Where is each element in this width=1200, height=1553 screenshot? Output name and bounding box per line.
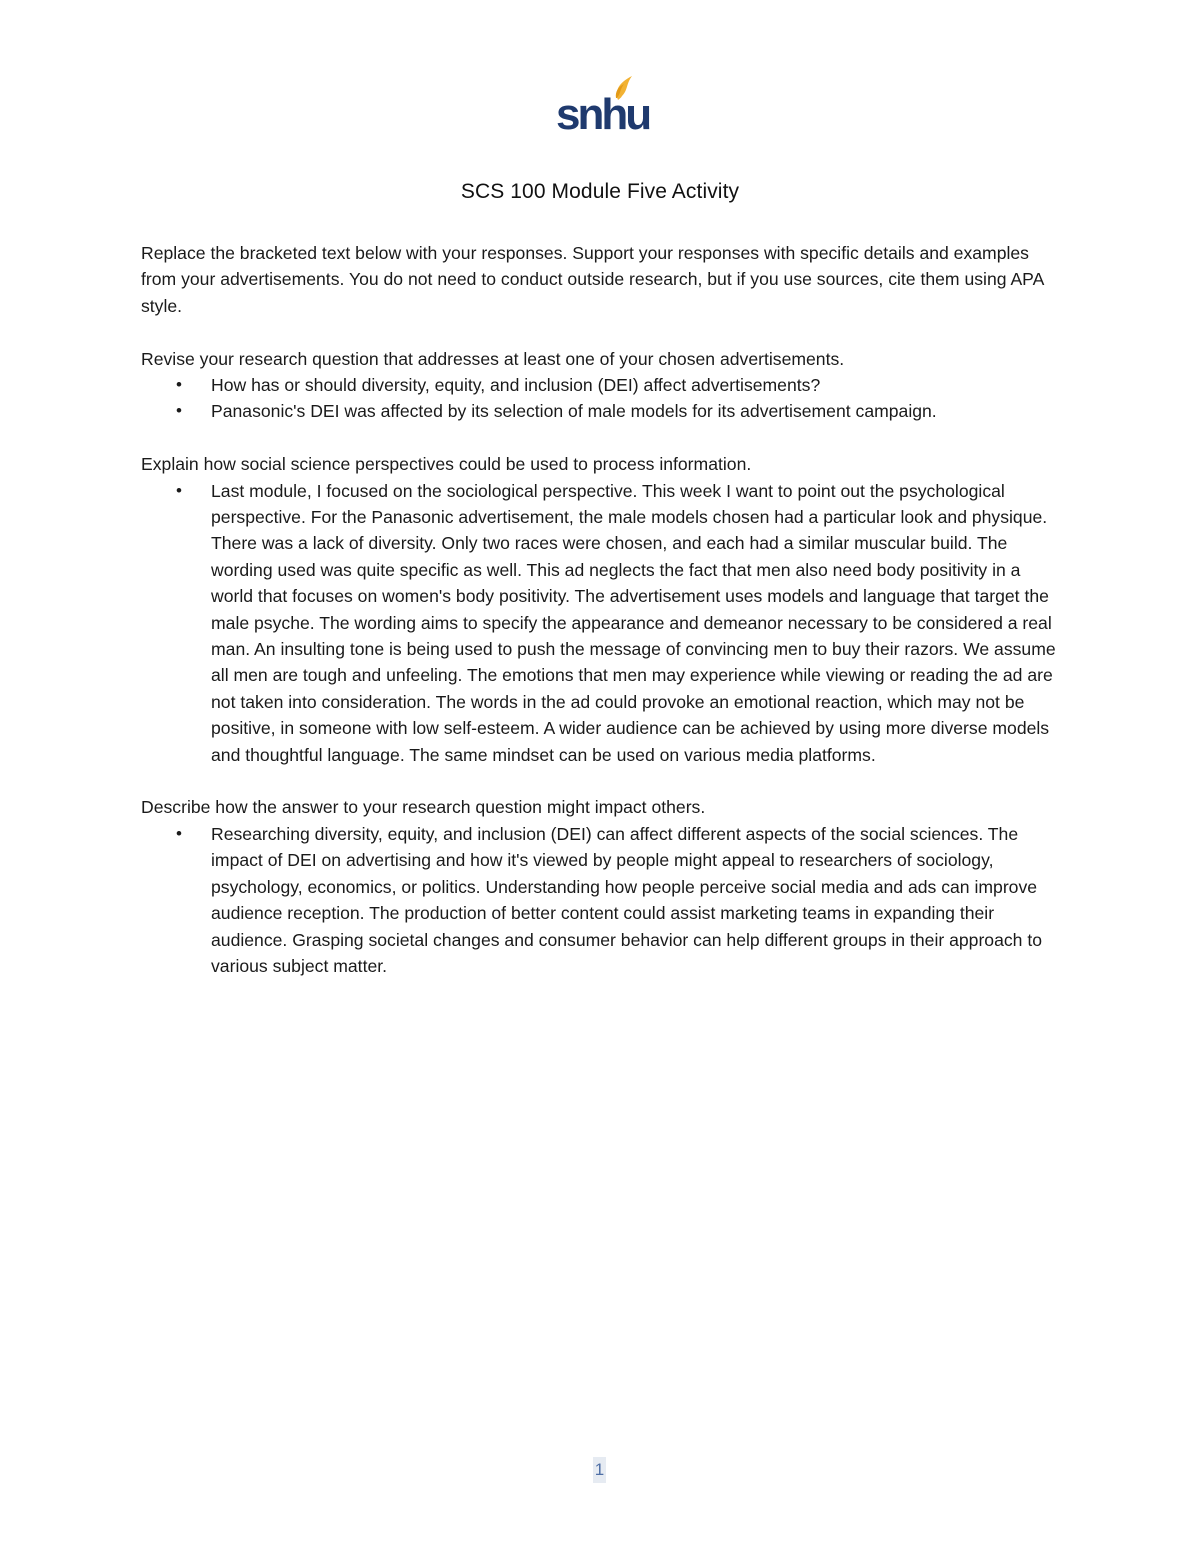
snhu-wordmark: snhu bbox=[556, 90, 650, 139]
bullet-icon: • bbox=[176, 401, 182, 421]
perspectives-prompt: Explain how social science perspectives could be used to process information. bbox=[141, 454, 752, 475]
impact-list bbox=[141, 821, 1061, 979]
list-item bbox=[141, 821, 1061, 979]
page-number: 1 bbox=[593, 1457, 606, 1483]
snhu-logo bbox=[554, 72, 650, 139]
list-item-text: Researching diversity, equity, and inclusion (DEI) can affect different aspects of the social sciences. The impact of DEI on advertising and how it's viewed by people might appeal to researchers of sociology, psychology, economics, or politics. Understanding how people perceive social media and ads can improve audience reception. The production of better content could assist marketing teams in expanding their audience. Grasping societal changes and consumer behavior can help different groups in their approach to various subject matter. bbox=[211, 823, 1043, 976]
document-body bbox=[141, 240, 1061, 979]
list-item bbox=[141, 398, 1061, 424]
impact-prompt: Describe how the answer to your research question might impact others. bbox=[141, 797, 706, 818]
bullet-icon: • bbox=[176, 480, 182, 500]
bullet-icon: • bbox=[176, 823, 182, 843]
list-item-text: Last module, I focused on the sociological perspective. This week I want to point out the psychological perspective. For the Panasonic advertisement, the male models chosen had a particular look and physique. There was a lack of diversity. Only two races were chosen, and each had a similar muscular build. The wording used was quite specific as well. This ad neglects the fact that men also need body positivity in a world that focuses on women's body positivity. The advertisement uses models and language that target the male psyche. The wording aims to specify the appearance and demeanor necessary to be considered a real man. An insulting tone is being used to push the message of convincing men to buy their razors. We assume all men are tough and unfeeling. The emotions that men may experience while viewing or reading the ad are not taken into consideration. The words in the ad could provoke an emotional reaction, which may not be positive, in someone with low self-esteem. A wider audience can be achieved by using more diverse models and thoughtful language. The same mindset can be used on various media platforms. bbox=[211, 480, 1056, 765]
bullet-icon: • bbox=[176, 375, 182, 395]
research-question-list bbox=[141, 372, 1061, 425]
list-item bbox=[141, 372, 1061, 398]
research-question-prompt: Revise your research question that addresses at least one of your chosen advertisements. bbox=[141, 348, 845, 369]
instructions-paragraph: Replace the bracketed text below with your responses. Support your responses with specific details and examples from your advertisements. You do not need to conduct outside research, but if you use sources, cite them using APA style. bbox=[141, 243, 1044, 316]
document-title: SCS 100 Module Five Activity bbox=[460, 180, 740, 203]
snhu-logo-graphic bbox=[554, 72, 650, 139]
perspectives-list bbox=[141, 478, 1061, 768]
list-item-text: Panasonic's DEI was affected by its selection of male models for its advertisement campaign. bbox=[211, 401, 937, 422]
list-item-text: How has or should diversity, equity, and inclusion (DEI) affect advertisements? bbox=[211, 375, 821, 396]
list-item bbox=[141, 478, 1061, 768]
